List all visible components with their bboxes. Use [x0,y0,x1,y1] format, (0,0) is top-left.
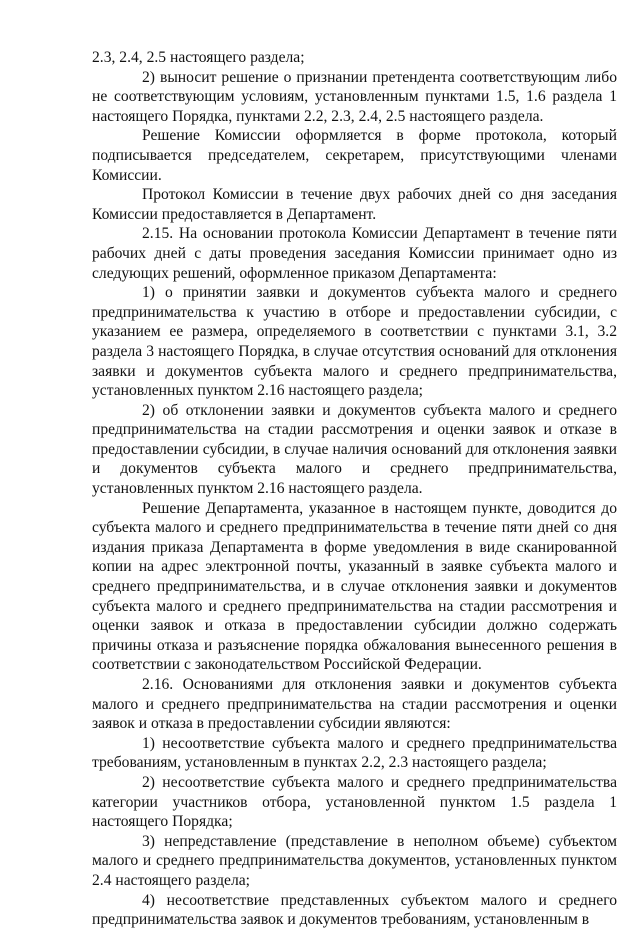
paragraph-commission-decision: Решение Комиссии оформляется в форме протокола, который подписывается председателем, секретарем, присутствующими членами Комиссии. [92,127,617,184]
paragraph-2-16-item-2: 2) несоответствие субъекта малого и среднего предпринимательства категории участников отбора, установленной пунктом 1.5 раздела 1 настоящего Порядка; [92,773,617,831]
paragraph-item-2-decision: 2) выносит решение о признании претендента соответствующим либо не соответствующим условиям, установленным пунктами 1.5, 1.6 раздела 1 настоящего Порядка, пунктами 2.2, 2.3, 2.4, 2.5 настоящего раздела. [92,68,617,125]
document-page [92,48,617,930]
paragraph-2-16-item-3: 3) непредставление (представление в неполном объеме) субъектом малого и среднего предпринимательства документов, установленных пунктом 2.4 настоящего раздела; [92,832,617,889]
paragraph-2-16: 2.16. Основаниями для отклонения заявки и документов субъекта малого и среднего предпринимательства на стадии рассмотрения и оценки заявок и отказа в предоставлении субсидии являются: [92,676,617,733]
paragraph-continuation: 2.3, 2.4, 2.5 настоящего раздела; [92,49,305,66]
paragraph-protocol: Протокол Комиссии в течение двух рабочих дней со дня заседания Комиссии предоставляется в Департамент. [92,186,617,223]
paragraph-2-15-item-1: 1) о принятии заявки и документов субъекта малого и среднего предпринимательства к участию в отборе и предоставлении субсидии, с указанием ее размера, определяемого в соответствии с пунктами 3.1, 3.2 раздела 3 настоящего Порядка, в случае отсутствия оснований для отклонения заявки и документов субъекта малого и среднего предпринимательства, установленных пунктом 2.16 настоящего раздела; [92,284,617,400]
paragraph-department-decision: Решение Департамента, указанное в настоящем пункте, доводится до субъекта малого и среднего предпринимательства в течение пяти дней со дня издания приказа Департамента в форме уведомления в виде сканированной копии на адрес электронной почты, указанный в заявке субъекта малого и среднего предпринимательства, и в случае отклонения заявки и документов субъекта малого и среднего предпринимательства на стадии рассмотрения и оценки заявок и отказа в предоставлении субсидии должно содержать причины отказа и разъяснение порядка обжалования вынесенного решения в соответствии с законодательством Российской Федерации. [92,499,617,674]
paragraph-2-15-item-2: 2) об отклонении заявки и документов субъекта малого и среднего предпринимательства на стадии рассмотрения и оценки заявок и отказе в предоставлении субсидии, в случае наличия оснований для отклонения заявки и документов субъекта малого и среднего предпринимательства, установленных пунктом 2.16 настоящего раздела. [92,401,617,498]
paragraph-2-15: 2.15. На основании протокола Комиссии Департамент в течение пяти рабочих дней с даты проведения заседания Комиссии принимает одно из следующих решений, оформленное приказом Департамента: [92,225,617,282]
paragraph-2-16-item-4: 4) несоответствие представленных субъектом малого и среднего предпринимательства заявок и документов требованиям, установленным в [92,891,617,929]
paragraph-2-16-item-1: 1) несоответствие субъекта малого и среднего предпринимательства требованиям, установленным в пунктах 2.2, 2.3 настоящего раздела; [92,734,617,772]
